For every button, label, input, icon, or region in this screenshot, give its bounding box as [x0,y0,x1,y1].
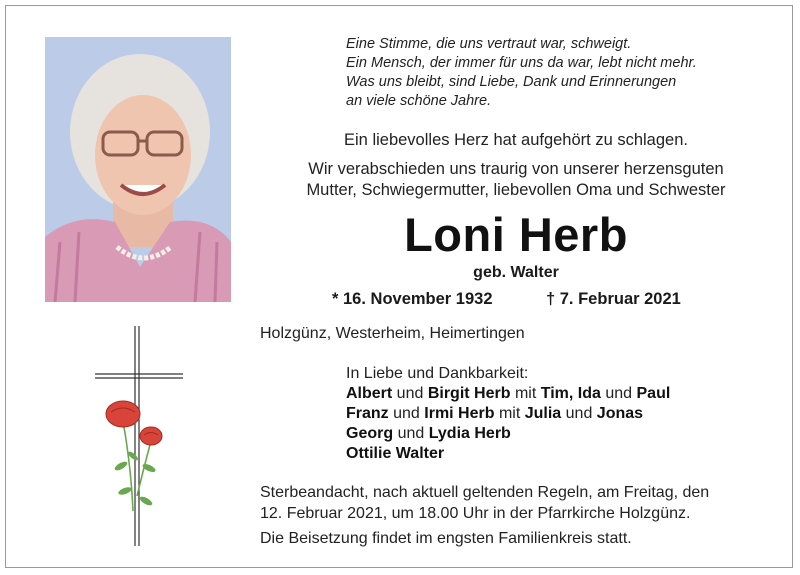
service-line-2: 12. Februar 2021, um 18.00 Uhr in der Pfarrkirche Holzgünz. [260,505,691,522]
mourners-line: Franz und Irmi Herb mit Julia und Jonas [346,405,644,422]
obituary-notice [5,5,793,568]
poem-line: Was uns bleibt, sind Liebe, Dank und Erinnerungen [346,74,677,90]
mourners-list [346,364,670,464]
cross-with-roses-icon [91,326,191,556]
mourners-line: Ottilie Walter [346,445,445,462]
death-date: † 7. Februar 2021 [546,290,681,308]
intro-text [251,130,781,201]
birth-date: * 16. November 1932 [332,290,493,308]
intro-line-2: Wir verabschieden uns traurig von unserer herzensguten [308,160,724,178]
intro-line-3: Mutter, Schwiegermutter, liebevollen Oma und Schwester [306,181,726,199]
service-info [260,482,780,549]
mourners-intro: In Liebe und Dankbarkeit: [346,365,529,382]
service-line-1: Sterbeandacht, nach aktuell geltenden Regeln, am Freitag, den [260,484,710,501]
intro-line-1: Ein liebevolles Herz hat aufgehört zu schlagen. [344,131,688,149]
poem-line: Eine Stimme, die uns vertraut war, schweigt. [346,36,632,52]
poem-line: Ein Mensch, der immer für uns da war, lebt nicht mehr. [346,55,697,71]
places: Holzgünz, Westerheim, Heimertingen [260,325,525,342]
burial-note: Die Beisetzung findet im engsten Familienkreis statt. [260,530,632,547]
deceased-name: Loni Herb [404,208,628,261]
poem [346,35,786,111]
birth-name: geb. Walter [473,264,559,281]
portrait-photo [45,37,231,302]
mourners-line: Albert und Birgit Herb mit Tim, Ida und Paul [346,385,671,402]
mourners-line: Georg und Lydia Herb [346,425,511,442]
poem-line: an viele schöne Jahre. [346,93,492,109]
